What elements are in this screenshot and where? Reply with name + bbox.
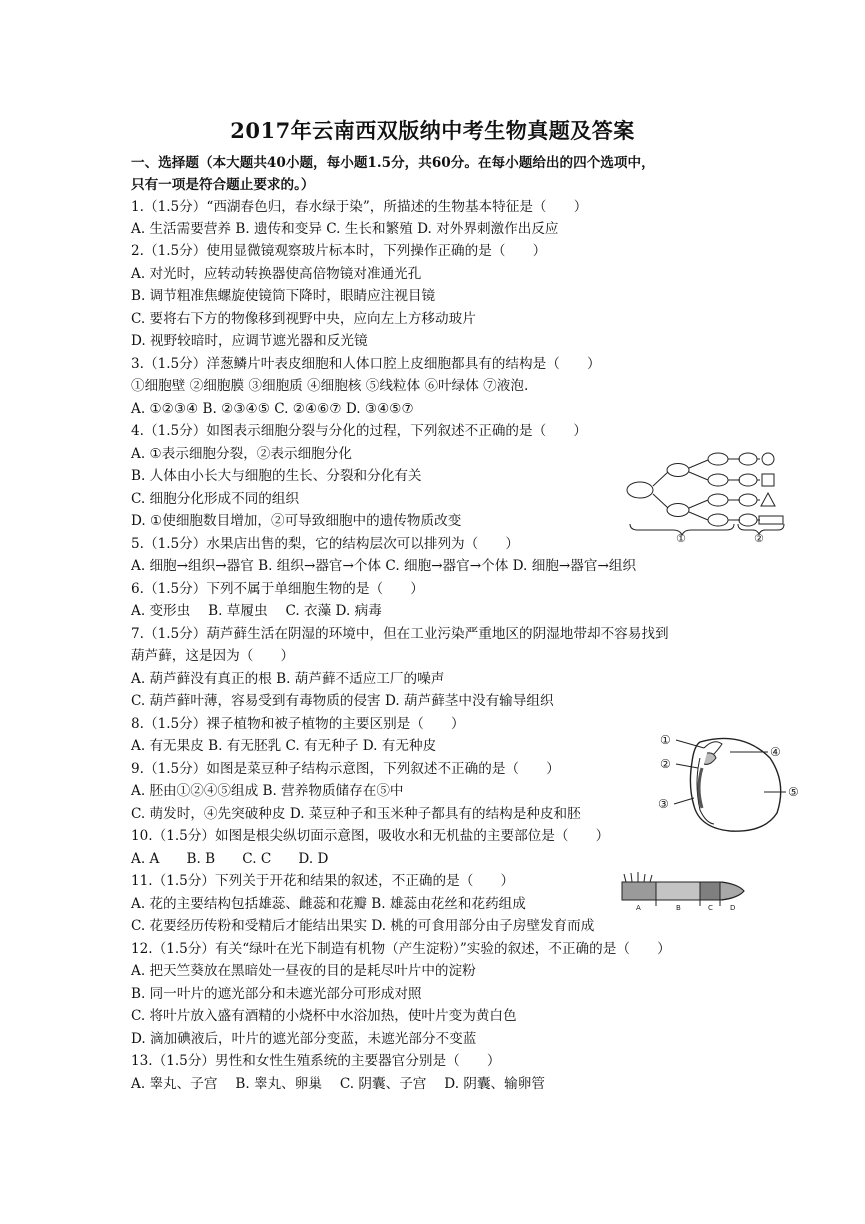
root-tip-label-b: B <box>676 904 681 912</box>
question-1-options: A. 生活需要营养 B. 遗传和变异 C. 生长和繁殖 D. 对外界刺激作出反应 <box>131 221 559 237</box>
question-4-option-c: C. 细胞分化形成不同的组织 <box>131 491 300 507</box>
question-3-stem: 3.（1.5分）洋葱鳞片叶表皮细胞和人体口腔上皮细胞都具有的结构是（ ） <box>131 356 601 372</box>
question-4-option-a: A. ①表示细胞分裂，②表示细胞分化 <box>131 446 352 462</box>
question-13-stem: 13.（1.5分）男性和女性生殖系统的主要器官分别是（ ） <box>131 1053 501 1069</box>
question-12-option-b: B. 同一叶片的遮光部分和未遮光部分可形成对照 <box>131 986 422 1002</box>
question-10-stem: 10.（1.5分）如图是根尖纵切面示意图，吸收水和无机盐的主要部位是（ ） <box>131 828 610 844</box>
cell-division-label-2: ② <box>754 532 764 543</box>
question-9-options-ab: A. 胚由①②④⑤组成 B. 营养物质储存在⑤中 <box>131 783 404 799</box>
bean-seed-label-2: ② <box>660 757 671 771</box>
root-tip-label-d: D <box>730 904 736 912</box>
question-2-option-d: D. 视野较暗时，应调节遮光器和反光镜 <box>131 333 368 349</box>
question-2-option-c: C. 要将右下方的物像移到视野中央，应向左上方移动玻片 <box>131 311 476 327</box>
section-heading-line1: 一、选择题（本大题共40小题，每小题1.5分，共60分。在每小题给出的四个选项中， <box>131 155 655 171</box>
question-5-stem: 5.（1.5分）水果店出售的梨，它的结构层次可以排列为（ ） <box>131 536 520 552</box>
question-4-stem: 4.（1.5分）如图表示细胞分裂与分化的过程，下列叙述不正确的是（ ） <box>131 423 587 439</box>
bean-seed-diagram <box>652 728 812 838</box>
question-2-option-b: B. 调节粗准焦螺旋使镜筒下降时，眼睛应注视目镜 <box>131 288 436 304</box>
root-tip-label-a: A <box>636 904 641 912</box>
question-2-stem: 2.（1.5分）使用显微镜观察玻片标本时，下列操作正确的是（ ） <box>131 243 547 259</box>
question-7-stem: 7.（1.5分）葫芦藓生活在阴湿的环境中，但在工业污染严重地区的阴湿地带却不容易找到 <box>131 626 669 642</box>
bean-seed-label-4: ④ <box>770 745 781 759</box>
question-4-option-b: B. 人体由小长大与细胞的生长、分裂和分化有关 <box>131 468 422 484</box>
question-7-stem-line2: 葫芦藓，这是因为（ ） <box>131 648 295 664</box>
question-12-option-d: D. 滴加碘液后，叶片的遮光部分变蓝，未遮光部分不变蓝 <box>131 1031 477 1047</box>
question-7-options-cd: C. 葫芦藓叶薄，容易受到有毒物质的侵害 D. 葫芦藓茎中没有输导组织 <box>131 693 554 709</box>
bean-seed-label-5: ⑤ <box>788 785 799 799</box>
question-1-stem: 1.（1.5分）“西湖春色归，春水绿于染”，所描述的生物基本特征是（ ） <box>131 199 588 215</box>
question-11-stem: 11.（1.5分）下列关于开花和结果的叙述，不正确的是（ ） <box>131 873 515 889</box>
page-title: 2017年云南西双版纳中考生物真题及答案 <box>230 118 635 143</box>
question-8-options: A. 有无果皮 B. 有无胚乳 C. 有无种子 D. 有无种皮 <box>131 738 437 754</box>
question-7-options-ab: A. 葫芦藓没有真正的根 B. 葫芦藓不适应工厂的噪声 <box>131 671 445 687</box>
question-8-stem: 8.（1.5分）裸子植物和被子植物的主要区别是（ ） <box>131 716 465 732</box>
question-3-stem-line2: ①细胞壁 ②细胞膜 ③细胞质 ④细胞核 ⑤线粒体 ⑥叶绿体 ⑦液泡. <box>131 378 529 394</box>
question-6-stem: 6.（1.5分）下列不属于单细胞生物的是（ ） <box>131 581 424 597</box>
question-11-options-cd: C. 花要经历传粉和受精后才能结出果实 D. 桃的可食用部分由子房壁发育而成 <box>131 918 595 934</box>
question-10-options: A. A B. B C. C D. D <box>131 851 329 867</box>
question-5-options: A. 细胞→组织→器官 B. 组织→器官→个体 C. 细胞→器官→个体 D. 细胞→器官→组织 <box>131 558 637 574</box>
question-3-options: A. ①②③④ B. ②③④⑤ C. ②④⑥⑦ D. ③④⑤⑦ <box>131 401 414 417</box>
question-9-options-cd: C. 萌发时，④先突破种皮 D. 菜豆种子和玉米种子都具有的结构是种皮和胚 <box>131 806 581 822</box>
question-2-option-a: A. 对光时，应转动转换器使高倍物镜对准通光孔 <box>131 266 422 282</box>
cell-division-diagram <box>618 448 798 543</box>
question-6-options: A. 变形虫 B. 草履虫 C. 衣藻 D. 病毒 <box>131 603 382 619</box>
question-12-option-a: A. 把天竺葵放在黑暗处一昼夜的目的是耗尽叶片中的淀粉 <box>131 963 476 979</box>
root-tip-label-c: C <box>708 904 713 912</box>
question-4-option-d: D. ①使细胞数目增加，②可导致细胞中的遗传物质改变 <box>131 513 462 529</box>
section-heading-line2: 只有一项是符合题止要求的。） <box>131 177 315 193</box>
root-tip-diagram <box>618 866 750 914</box>
question-12-stem: 12.（1.5分）有关“绿叶在光下制造有机物（产生淀粉）”实验的叙述，不正确的是（ ） <box>131 941 671 957</box>
question-11-options-ab: A. 花的主要结构包括雄蕊、雌蕊和花瓣 B. 雄蕊由花丝和花药组成 <box>131 896 526 912</box>
cell-division-label-1: ① <box>676 532 686 543</box>
bean-seed-label-3: ③ <box>658 797 669 811</box>
question-9-stem: 9.（1.5分）如图是菜豆种子结构示意图，下列叙述不正确的是（ ） <box>131 761 560 777</box>
question-13-options: A. 睾丸、子宫 B. 睾丸、卵巢 C. 阴囊、子宫 D. 阴囊、输卵管 <box>131 1076 545 1092</box>
bean-seed-label-1: ① <box>660 733 671 747</box>
question-12-option-c: C. 将叶片放入盛有酒精的小烧杯中水浴加热，使叶片变为黄白色 <box>131 1008 517 1024</box>
